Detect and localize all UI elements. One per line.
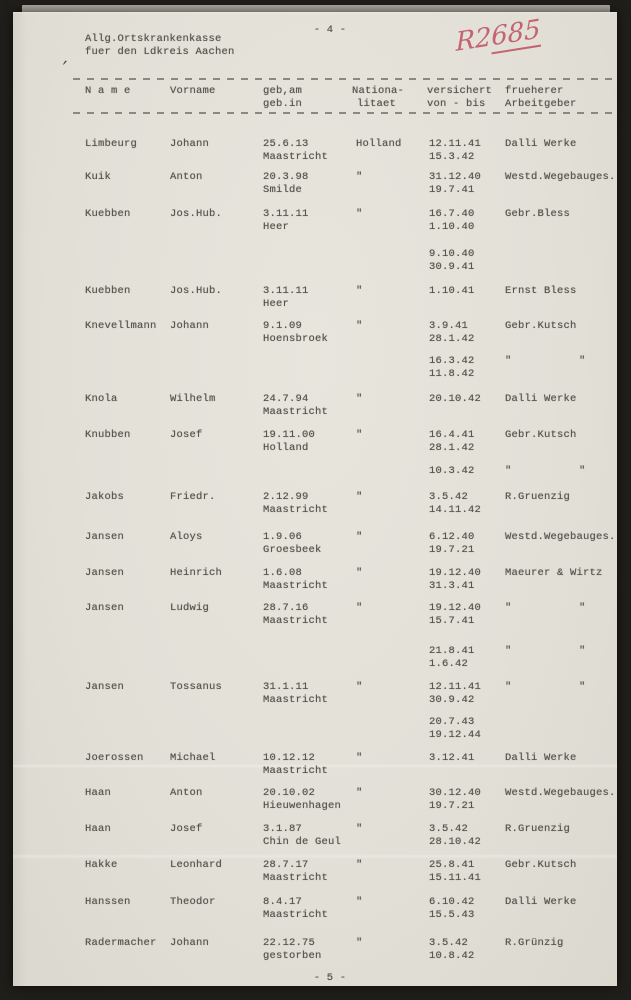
cell-versichert-von: 16.4.41 (429, 429, 475, 441)
cell-nationalitaet: " (356, 531, 363, 543)
cell-arbeitgeber-ditto: " (579, 645, 586, 657)
cell-vorname: Wilhelm (170, 393, 216, 405)
table-row (13, 602, 617, 629)
column-header-name: N a m e (85, 85, 131, 97)
cell-vorname: Tossanus (170, 681, 223, 693)
cell-vorname: Anton (170, 171, 203, 183)
table-row (13, 681, 617, 708)
cell-arbeitgeber: " (505, 602, 512, 614)
table-row (13, 138, 617, 165)
cell-versichert-von: 31.12.40 (429, 171, 482, 183)
table-row (13, 567, 617, 594)
table-row (13, 531, 617, 558)
cell-nationalitaet: " (356, 859, 363, 871)
cell-geb-in: Hieuwenhagen (263, 800, 342, 812)
cell-arbeitgeber: Westd.Wegebauges. (505, 787, 616, 799)
cell-nationalitaet: " (356, 823, 363, 835)
cell-versichert-bis: 28.10.42 (429, 836, 482, 848)
cell-geb-in: Maastricht (263, 765, 329, 777)
table-row (13, 208, 617, 235)
cell-vorname: Johann (170, 320, 210, 332)
cell-versichert-von: 3.12.41 (429, 752, 475, 764)
cell-arbeitgeber-ditto: " (579, 681, 586, 693)
cell-vorname: Michael (170, 752, 216, 764)
cell-arbeitgeber: R.Grünzig (505, 937, 564, 949)
org-name-line1: Allg.Ortskrankenkasse (85, 33, 222, 45)
cell-vorname: Johann (170, 937, 210, 949)
cell-versichert-von: 30.12.40 (429, 787, 482, 799)
cell-vorname: Jos.Hub. (170, 285, 223, 297)
cell-name: Knevellmann (85, 320, 157, 332)
cell-arbeitgeber: " (505, 645, 512, 657)
cell-name: Haan (85, 823, 112, 835)
cell-versichert-von: 9.10.40 (429, 248, 475, 260)
cell-arbeitgeber: " (505, 465, 512, 477)
cell-versichert-bis: 14.11.42 (429, 504, 482, 516)
cell-nationalitaet: " (356, 896, 363, 908)
cell-versichert-bis: 15.3.42 (429, 151, 475, 163)
page-number-bottom: - 5 - (313, 972, 347, 984)
cell-vorname: Jos.Hub. (170, 208, 223, 220)
cell-vorname: Johann (170, 138, 210, 150)
table-row (13, 787, 617, 814)
cell-geb-in: Maastricht (263, 580, 329, 592)
cell-versichert-von: 3.5.42 (429, 491, 469, 503)
cell-geb-am: 1.9.06 (263, 531, 303, 543)
cell-arbeitgeber: Dalli Werke (505, 138, 577, 150)
cell-name: Jansen (85, 681, 125, 693)
cell-nationalitaet: " (356, 285, 363, 297)
column-header-nationalitaet-line1: Nationa- (352, 85, 405, 97)
cell-geb-in: Heer (263, 221, 290, 233)
table-row (13, 716, 617, 743)
table-row (13, 429, 617, 456)
cell-nationalitaet: " (356, 567, 363, 579)
cell-arbeitgeber: Westd.Wegebauges. (505, 171, 616, 183)
cell-geb-in: Maastricht (263, 406, 329, 418)
table-row (13, 937, 617, 964)
cell-versichert-von: 3.9.41 (429, 320, 469, 332)
column-header-von-bis: von - bis (427, 98, 486, 110)
cell-vorname: Aloys (170, 531, 203, 543)
column-header-vorname: Vorname (170, 85, 216, 97)
cell-vorname: Anton (170, 787, 203, 799)
cell-arbeitgeber-ditto: " (579, 602, 586, 614)
column-header-arbeitgeber: Arbeitgeber (505, 98, 577, 110)
cell-versichert-von: 21.8.41 (429, 645, 475, 657)
handwritten-reference-number (455, 14, 540, 58)
cell-geb-am: 19.11.00 (263, 429, 316, 441)
cell-versichert-von: 16.3.42 (429, 355, 475, 367)
cell-name: Kuebben (85, 285, 131, 297)
cell-geb-am: 3.11.11 (263, 285, 309, 297)
cell-arbeitgeber-ditto: " (579, 355, 586, 367)
handwritten-ref-underlined: 685 (491, 14, 541, 54)
column-header-nationalitaet-line2: litaet (357, 98, 397, 110)
cell-arbeitgeber: Dalli Werke (505, 752, 577, 764)
cell-arbeitgeber: Ernst Bless (505, 285, 577, 297)
table-row (13, 823, 617, 850)
cell-nationalitaet: " (356, 393, 363, 405)
cell-arbeitgeber: " (505, 681, 512, 693)
cell-geb-am: 8.4.17 (263, 896, 303, 908)
cell-arbeitgeber: Maeurer & Wirtz (505, 567, 603, 579)
cell-geb-in: Maastricht (263, 694, 329, 706)
cell-versichert-von: 6.12.40 (429, 531, 475, 543)
cell-nationalitaet: " (356, 602, 363, 614)
handwritten-ref-start: R2 (455, 22, 492, 58)
cell-nationalitaet: " (356, 171, 363, 183)
paper-sheet (13, 12, 617, 986)
table-row (13, 752, 617, 779)
cell-versichert-von: 25.8.41 (429, 859, 475, 871)
cell-geb-in: gestorben (263, 950, 322, 962)
cell-nationalitaet: " (356, 681, 363, 693)
cell-arbeitgeber: Dalli Werke (505, 896, 577, 908)
cell-geb-in: Maastricht (263, 151, 329, 163)
cell-versichert-bis: 19.7.21 (429, 800, 475, 812)
table-row (13, 896, 617, 923)
cell-geb-am: 3.1.87 (263, 823, 303, 835)
cell-versichert-bis: 28.1.42 (429, 333, 475, 345)
cell-vorname: Ludwig (170, 602, 210, 614)
column-header-geb-in: geb.in (263, 98, 303, 110)
cell-name: Knola (85, 393, 118, 405)
cell-geb-am: 24.7.94 (263, 393, 309, 405)
cell-geb-am: 9.1.09 (263, 320, 303, 332)
cell-name: Jansen (85, 602, 125, 614)
cell-arbeitgeber: " (505, 355, 512, 367)
cell-geb-in: Maastricht (263, 909, 329, 921)
cell-versichert-von: 19.12.40 (429, 567, 482, 579)
cell-name: Kuebben (85, 208, 131, 220)
cell-nationalitaet: Holland (356, 138, 402, 150)
cell-name: Jansen (85, 567, 125, 579)
cell-vorname: Josef (170, 823, 203, 835)
cell-geb-am: 28.7.16 (263, 602, 309, 614)
cell-versichert-bis: 15.7.41 (429, 615, 475, 627)
cell-name: Kuik (85, 171, 112, 183)
cell-nationalitaet: " (356, 491, 363, 503)
cell-versichert-von: 12.11.41 (429, 681, 482, 693)
cell-versichert-bis: 1.6.42 (429, 658, 469, 670)
cell-geb-am: 31.1.11 (263, 681, 309, 693)
cell-nationalitaet: " (356, 429, 363, 441)
cell-name: Hakke (85, 859, 118, 871)
dashed-rule-top (73, 78, 619, 80)
cell-name: Jakobs (85, 491, 125, 503)
cell-geb-am: 10.12.12 (263, 752, 316, 764)
cell-name: Joerossen (85, 752, 144, 764)
cell-nationalitaet: " (356, 937, 363, 949)
cell-name: Jansen (85, 531, 125, 543)
cell-versichert-bis: 19.7.41 (429, 184, 475, 196)
cell-geb-am: 25.6.13 (263, 138, 309, 150)
cell-nationalitaet: " (356, 208, 363, 220)
cell-geb-am: 20.3.98 (263, 171, 309, 183)
cell-name: Limbeurg (85, 138, 138, 150)
cell-nationalitaet: " (356, 320, 363, 332)
cell-versichert-bis: 30.9.41 (429, 261, 475, 273)
cell-versichert-von: 16.7.40 (429, 208, 475, 220)
cell-geb-am: 28.7.17 (263, 859, 309, 871)
cell-name: Haan (85, 787, 112, 799)
page-number-top: - 4 - (313, 24, 347, 36)
cell-vorname: Josef (170, 429, 203, 441)
cell-versichert-von: 6.10.42 (429, 896, 475, 908)
cell-vorname: Theodor (170, 896, 216, 908)
cell-arbeitgeber: R.Gruenzig (505, 823, 571, 835)
org-name-line2: fuer den Ldkreis Aachen (85, 46, 235, 58)
cell-versichert-bis: 15.5.43 (429, 909, 475, 921)
cell-versichert-von: 10.3.42 (429, 465, 475, 477)
column-header-geb-am: geb,am (263, 85, 303, 97)
cell-arbeitgeber: Gebr.Kutsch (505, 429, 577, 441)
cell-versichert-von: 12.11.41 (429, 138, 482, 150)
cell-vorname: Heinrich (170, 567, 223, 579)
cell-versichert-bis: 19.12.44 (429, 729, 482, 741)
cell-arbeitgeber: Gebr.Kutsch (505, 859, 577, 871)
cell-versichert-bis: 31.3.41 (429, 580, 475, 592)
cell-versichert-bis: 1.10.40 (429, 221, 475, 233)
cell-vorname: Friedr. (170, 491, 216, 503)
cell-geb-in: Smilde (263, 184, 303, 196)
cell-versichert-bis: 30.9.42 (429, 694, 475, 706)
table-row (13, 491, 617, 518)
pen-mark: , (60, 51, 73, 68)
table-row (13, 465, 617, 492)
cell-versichert-von: 20.10.42 (429, 393, 482, 405)
cell-versichert-bis: 10.8.42 (429, 950, 475, 962)
cell-geb-am: 1.6.08 (263, 567, 303, 579)
cell-geb-am: 3.11.11 (263, 208, 309, 220)
cell-arbeitgeber: Gebr.Kutsch (505, 320, 577, 332)
table-row (13, 320, 617, 347)
cell-versichert-bis: 28.1.42 (429, 442, 475, 454)
cell-versichert-von: 3.5.42 (429, 823, 469, 835)
column-header-frueherer: frueherer (505, 85, 564, 97)
cell-vorname: Leonhard (170, 859, 223, 871)
cell-geb-in: Maastricht (263, 872, 329, 884)
cell-geb-am: 20.10.02 (263, 787, 316, 799)
cell-geb-am: 22.12.75 (263, 937, 316, 949)
cell-arbeitgeber: Westd.Wegebauges. (505, 531, 616, 543)
cell-arbeitgeber: Gebr.Bless (505, 208, 571, 220)
cell-geb-am: 2.12.99 (263, 491, 309, 503)
cell-versichert-von: 20.7.43 (429, 716, 475, 728)
cell-geb-in: Maastricht (263, 615, 329, 627)
cell-geb-in: Groesbeek (263, 544, 322, 556)
cell-name: Radermacher (85, 937, 157, 949)
table-row (13, 285, 617, 312)
cell-arbeitgeber: Dalli Werke (505, 393, 577, 405)
cell-name: Hanssen (85, 896, 131, 908)
cell-versichert-von: 3.5.42 (429, 937, 469, 949)
cell-arbeitgeber-ditto: " (579, 465, 586, 477)
table-row (13, 355, 617, 382)
table-row (13, 171, 617, 198)
cell-versichert-von: 19.12.40 (429, 602, 482, 614)
table-row (13, 393, 617, 420)
cell-versichert-bis: 15.11.41 (429, 872, 482, 884)
table-row (13, 248, 617, 275)
cell-geb-in: Chin de Geul (263, 836, 342, 848)
cell-geb-in: Hoensbroek (263, 333, 329, 345)
cell-geb-in: Heer (263, 298, 290, 310)
dashed-rule-bottom (73, 112, 619, 114)
column-header-versichert: versichert (427, 85, 493, 97)
cell-versichert-bis: 11.8.42 (429, 368, 475, 380)
cell-versichert-von: 1.10.41 (429, 285, 475, 297)
table-row (13, 859, 617, 886)
cell-name: Knubben (85, 429, 131, 441)
cell-nationalitaet: " (356, 787, 363, 799)
cell-geb-in: Holland (263, 442, 309, 454)
cell-versichert-bis: 19.7.21 (429, 544, 475, 556)
cell-arbeitgeber: R.Gruenzig (505, 491, 571, 503)
table-row (13, 645, 617, 672)
cell-nationalitaet: " (356, 752, 363, 764)
cell-geb-in: Maastricht (263, 504, 329, 516)
